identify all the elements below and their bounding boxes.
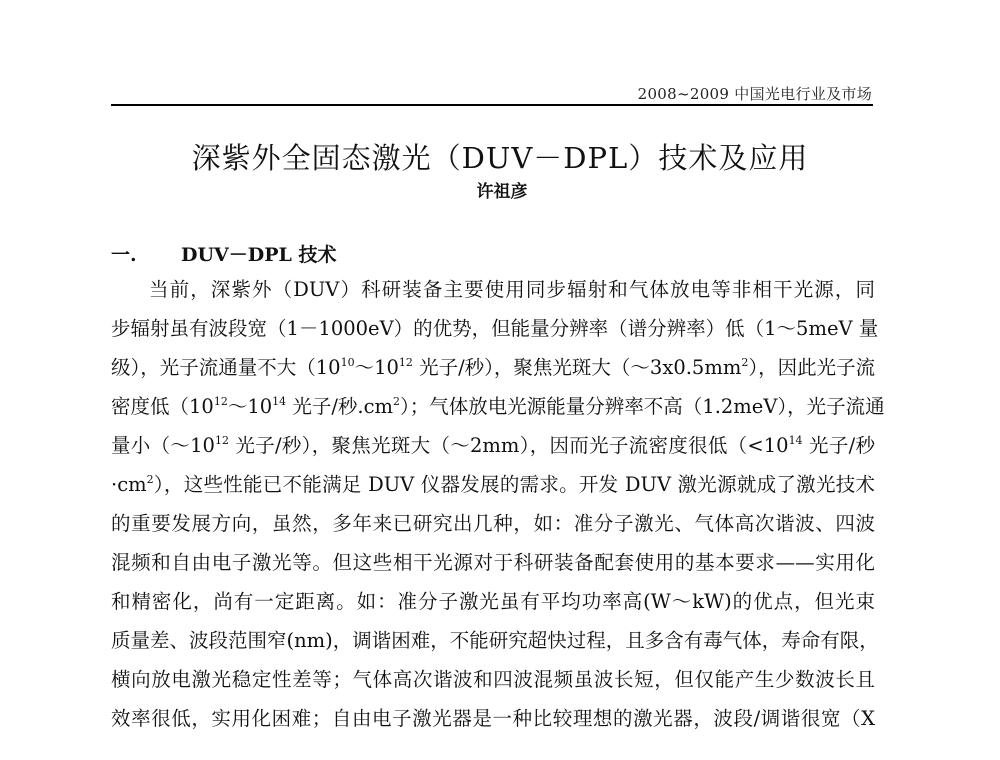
text-run: ），因此光子流 [748,356,876,379]
superscript: 14 [788,434,803,447]
text-run: 光子/秒），聚焦光斑大（～2mm），因而光子流密度很低（<10 [228,434,789,457]
superscript: 2 [146,473,154,486]
superscript: 12 [214,434,229,447]
paragraph-line: 和精密化，尚有一定距离。如：准分子激光虽有平均功率高(W～kW)的优点，但光束 [111,590,875,613]
paragraph-line: 效率很低，实用化困难；自由电子激光器是一种比较理想的激光器，波段/调谐很宽（X [111,707,875,730]
text-run: 级），光子流通量不大（10 [111,356,341,379]
text-run: 光子/秒.cm [286,395,394,418]
text-run: ），这些性能已不能满足 DUV 仪器发展的需求。开发 DUV 激光源就成了激光技术 [153,473,875,496]
paragraph-line: 当前，深紫外（DUV）科研装备主要使用同步辐射和气体放电等非相干光源，同 [149,278,875,301]
superscript: 2 [741,356,749,369]
text-run: ·cm [111,473,147,496]
text-run: ～10 [354,356,399,379]
text-run: 量小（～10 [111,434,215,457]
superscript: 12 [398,356,413,369]
paragraph-line [111,348,875,387]
article-title: 深紫外全固态激光（DUV－DPL）技术及应用 [191,141,809,175]
text-run: ）；气体放电光源能量分辨率不高（1.2meV），光子流通 [400,395,885,418]
paragraph-line: 混频和自由电子激光等。但这些相干光源对于科研装备配套使用的基本要求——实用化 [111,551,875,574]
superscript: 2 [393,395,401,408]
paragraph-line: 的重要发展方向，虽然，多年来已研究出几种，如：准分子激光、气体高次谐波、四波 [111,512,875,535]
text-run: 密度低（10 [111,395,214,418]
paragraph-line: 质量差、波段范围窄(nm)，调谐困难，不能研究超快过程，且多含有毒气体，寿命有限， [111,629,879,652]
paragraph-line [111,387,885,426]
author-name: 许祖彦 [476,182,528,202]
superscript: 14 [272,395,287,408]
paragraph-line [111,465,875,504]
superscript: 10 [340,356,355,369]
paragraph-line [111,426,875,465]
text-run: 光子/秒 [802,434,875,457]
running-header: 2008~2009 中国光电行业及市场 [637,85,872,103]
body-paragraph [111,270,885,738]
section-number: 一. [111,244,137,266]
header-rule [111,104,873,106]
paragraph-line: 横向放电激光稳定性差等；气体高次谐波和四波混频虽波长短，但仅能产生少数波长且 [111,668,875,691]
text-run: 光子/秒），聚焦光斑大（～3x0.5mm [412,356,742,379]
paragraph-line: 步辐射虽有波段宽（1－1000eV）的优势，但能量分辨率（谱分辨率）低（1～5meV 量 [111,317,879,340]
section-title: DUV－DPL 技术 [181,244,337,266]
section-heading [111,240,337,267]
superscript: 12 [213,395,228,408]
text-run: ～10 [227,395,273,418]
